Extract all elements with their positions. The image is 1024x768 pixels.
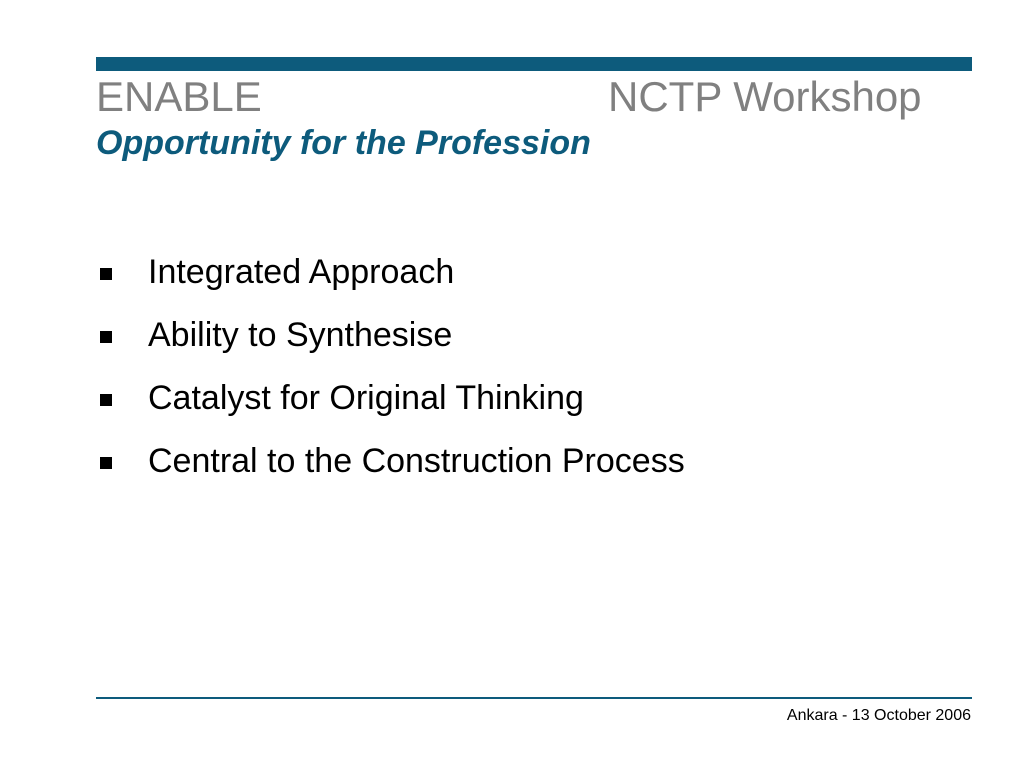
bullet-item (96, 376, 956, 439)
bullet-text: Central to the Construction Process (148, 442, 685, 480)
square-bullet-icon (100, 457, 112, 469)
bullet-item (96, 250, 956, 313)
slide-subtitle: Opportunity for the Profession (96, 124, 591, 162)
square-bullet-icon (100, 394, 112, 406)
bullet-text: Catalyst for Original Thinking (148, 379, 584, 417)
bullet-item (96, 439, 956, 502)
bullet-text: Ability to Synthesise (148, 316, 453, 354)
header-right-title: NCTP Workshop (608, 73, 922, 120)
bullet-text: Integrated Approach (148, 253, 455, 291)
bullet-list (96, 250, 956, 502)
square-bullet-icon (100, 268, 112, 280)
footer-divider (96, 697, 972, 699)
bullet-item (96, 313, 956, 376)
square-bullet-icon (100, 331, 112, 343)
header-accent-bar (96, 57, 972, 71)
header-left-title: ENABLE (96, 73, 262, 120)
footer-text: Ankara - 13 October 2006 (786, 707, 971, 724)
